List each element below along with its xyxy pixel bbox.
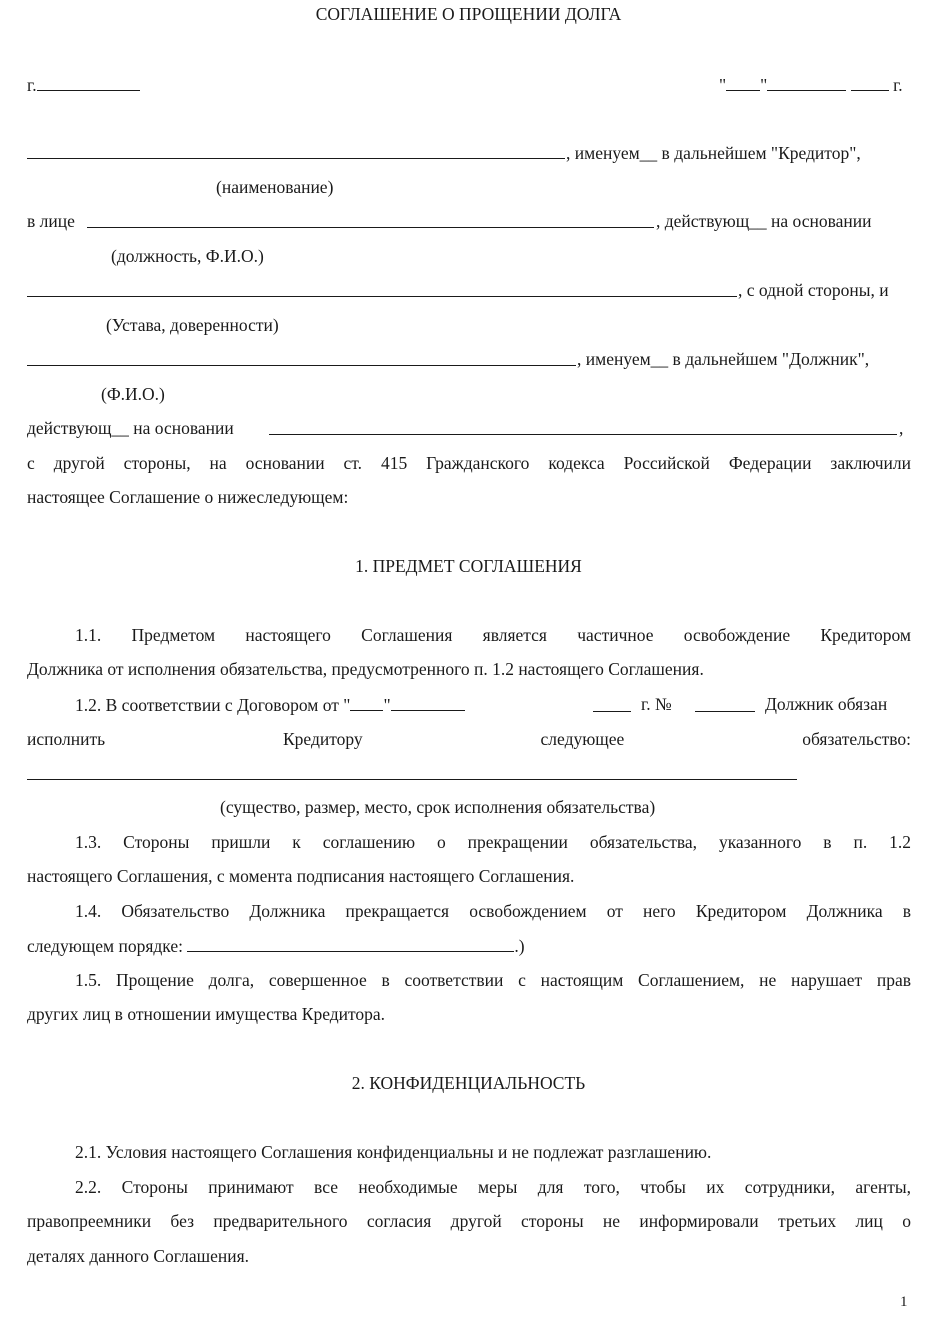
- debtor-acting-label: действующ__ на основании: [27, 418, 234, 438]
- clause-1-3-line-2: настоящего Соглашения, с момента подписания настоящего Соглашения.: [27, 866, 575, 886]
- person-blank: [87, 227, 654, 228]
- clause-1-4-line-2: следующем порядке: .): [27, 936, 525, 956]
- obligation-blank: [27, 779, 797, 780]
- contract-year-blank: [593, 711, 631, 712]
- acting-basis-label: , действующ__ на основании: [656, 211, 872, 231]
- creditor-name-blank: [27, 158, 565, 159]
- city-blank: [37, 73, 140, 91]
- in-person-label: в лице: [27, 211, 75, 231]
- date-field: " " г.: [719, 75, 903, 95]
- one-side-label: , с одной стороны, и: [738, 280, 889, 300]
- name-hint: (наименование): [216, 177, 334, 197]
- clause-2-2-line-3: деталях данного Соглашения.: [27, 1246, 249, 1266]
- clause-2-2-line-1: 2.2. Стороны принимают все необходимые меры для того, чтобы их сотрудники, агенты,: [75, 1177, 911, 1197]
- obligation-hint: (существо, размер, место, срок исполнения обязательства): [220, 797, 656, 817]
- section-2-heading: 2. КОНФИДЕНЦИАЛЬНОСТЬ: [351, 1073, 586, 1093]
- debtor-label: , именуем__ в дальнейшем "Должник",: [577, 349, 870, 369]
- intro-line-2: настоящее Соглашение о нижеследующем:: [27, 487, 349, 507]
- clause-2-1: 2.1. Условия настоящего Соглашения конфиденциальны и не подлежат разглашению.: [75, 1142, 712, 1162]
- day-blank: [726, 73, 760, 91]
- city-field: [27, 73, 140, 96]
- city-prefix: г.: [27, 75, 37, 95]
- debtor-basis-blank: [269, 434, 897, 435]
- debtor-name-blank: [27, 365, 576, 366]
- year-blank: [851, 73, 889, 91]
- document-title: СОГЛАШЕНИЕ О ПРОЩЕНИИ ДОЛГА: [315, 4, 622, 24]
- intro-line-1: с другой стороны, на основании ст. 415 Гражданского кодекса Российской Федерации заключили: [27, 453, 911, 473]
- person-hint: (должность, Ф.И.О.): [111, 246, 264, 266]
- clause-1-2-line-1: 1.2. В соответствии с Договором от " ": [75, 693, 465, 716]
- fio-hint: (Ф.И.О.): [101, 384, 165, 404]
- clause-1-1-line-1: 1.1. Предметом настоящего Соглашения является частичное освобождение Кредитором: [75, 625, 911, 645]
- clause-1-2-line-2: исполнить Кредитору следующее обязательство:: [27, 729, 911, 749]
- clause-1-5-line-1: 1.5. Прощение долга, совершенное в соответствии с настоящим Соглашением, не нарушает прав: [75, 970, 911, 990]
- clause-1-5-line-2: других лиц в отношении имущества Кредитора.: [27, 1004, 386, 1024]
- creditor-label: , именуем__ в дальнейшем "Кредитор",: [566, 143, 861, 163]
- basis-blank: [27, 296, 737, 297]
- clause-1-3-line-1: 1.3. Стороны пришли к соглашению о прекращении обязательства, указанного в п. 1.2: [75, 832, 911, 852]
- month-blank: [767, 73, 846, 91]
- section-1-heading: 1. ПРЕДМЕТ СОГЛАШЕНИЯ: [355, 556, 582, 576]
- procedure-blank: [187, 934, 514, 952]
- contract-number-blank: [695, 711, 755, 712]
- clause-2-2-line-2: правопреемники без предварительного согласия другой стороны не информировали третьих лиц о: [27, 1211, 911, 1231]
- clause-1-1-line-2: Должника от исполнения обязательства, предусмотренного п. 1.2 настоящего Соглашения.: [27, 659, 704, 679]
- basis-hint: (Устава, доверенности): [106, 315, 279, 335]
- clause-1-4-line-1: 1.4. Обязательство Должника прекращается освобождением от него Кредитором Должника в: [75, 901, 911, 921]
- page-number: 1: [900, 1294, 908, 1310]
